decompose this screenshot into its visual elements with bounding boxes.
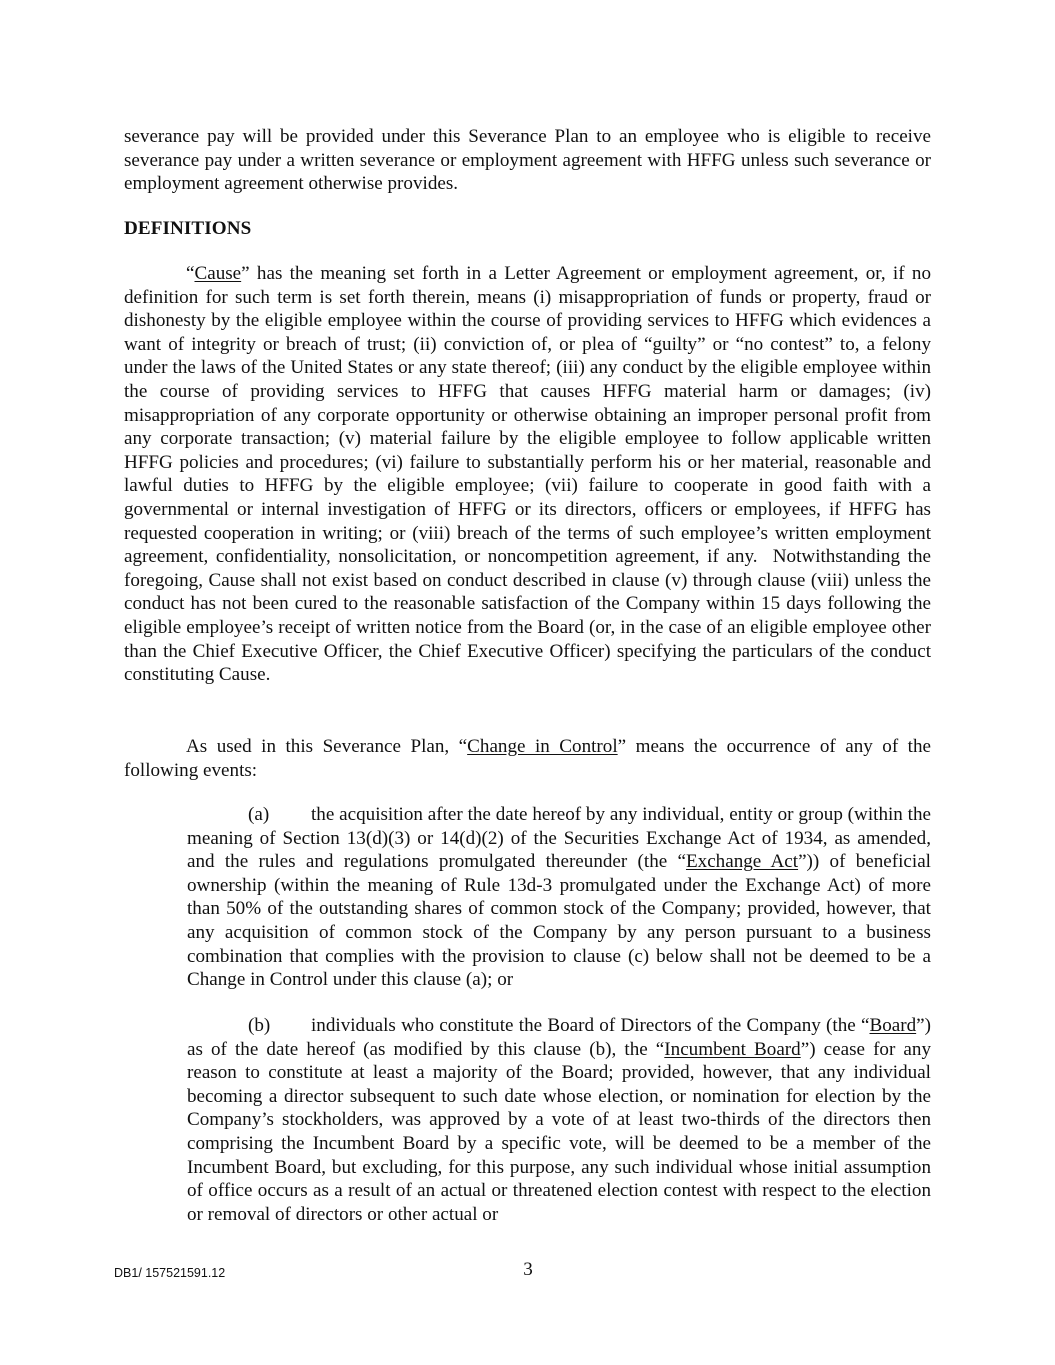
clause-a-text-part1: the acquisition after the date hereof by any individual, entity or group (within the meaning of Section 13(d)(3) or 14(d)(2) of the Securities Exchange Act of 1934, as amended, and the rules and regulations promulgated thereunder (the “ — [187, 804, 931, 873]
clause-b-label: (b) — [248, 1015, 271, 1036]
cause-open-quote: “ — [186, 263, 195, 284]
intro-paragraph: severance pay will be provided under this Severance Plan to an employee who is eligible to receive severance pay under a written severance or employment agreement with HFFG unless such severance or employment agreement otherwise provides. — [124, 126, 931, 195]
document-id: DB1/ 157521591.12 — [114, 1266, 226, 1280]
clause-a-paragraph — [187, 803, 931, 992]
clause-a-text-part2: ”)) of beneficial ownership (within the meaning of Rule 13d-3 promulgated under the Exchange Act) of more than 50% of the outstanding shares of common stock of the Company; provided, however, that any acquisition of common stock of the Company by any person pursuant to a business combination that complies with the provision to clause (c) below shall not be deemed to be a Change in Control under this clause (a); or — [187, 851, 931, 991]
change-in-control-term: Change in Control — [467, 736, 618, 757]
incumbent-board-term: Incumbent Board — [664, 1038, 801, 1060]
clause-b-text-part1: individuals who constitute the Board of Directors of the Company (the “ — [311, 1015, 870, 1036]
cause-definition-paragraph — [124, 262, 931, 687]
definitions-heading: DEFINITIONS — [124, 218, 252, 239]
board-term: Board — [869, 1015, 917, 1036]
clause-b-paragraph — [187, 1014, 931, 1226]
exchange-act-term: Exchange Act — [685, 851, 799, 873]
clause-b-text-part3: ”) cease for any reason to constitute at least a majority of the Board; provided, however, that any individual becoming a director subsequent to such date whose election, or nomination for election by the Company’s stockholders, was approved by a vote of at least two-thirds of the directors then comprising the Incumbent Board by a specific vote, will be deemed to be a member of the Incumbent Board, but excluding, for this purpose, any such individual whose initial assumption of office occurs as a result of an actual or threatened election contest with respect to the election or removal of directors or other actual or — [187, 1038, 932, 1225]
change-in-control-paragraph — [124, 735, 931, 782]
clause-a-label: (a) — [248, 804, 270, 825]
clause-b-text-part2: ”) as of the date hereof (as modified by this clause (b), the “ — [187, 1015, 931, 1060]
cause-term: Cause — [194, 263, 242, 284]
page-number: 3 — [523, 1259, 533, 1280]
change-in-control-text: ” means the occurrence of any of the following events: — [124, 736, 931, 781]
change-in-control-intro: As used in this Severance Plan, “ — [186, 736, 468, 757]
cause-definition-text: ” has the meaning set forth in a Letter Agreement or employment agreement, or, if no definition for such term is set forth therein, means (i) misappropriation of funds or property, fraud or dishonesty by the eligible employee within the course of providing services to HFFG which evidences a want of integrity or breach of trust; (ii) conviction of, or plea of “guilty” or “no contest” to, a felony under the laws of the United States or any state thereof; (iii) any conduct by the eligible employee within the course of providing services to HFFG that causes HFFG material harm or damages; (iv) misappropriation of any corporate opportunity or otherwise obtaining an improper personal profit from any corporate transaction; (v) material failure by the eligible employee to follow applicable written HFFG policies and procedures; (vi) failure to substantially perform his or her material, reasonable and lawful duties to HFFG by the eligible employee; (vii) failure to cooperate in good faith with a governmental or internal investigation of HFFG or its directors, officers or employees, if HFFG has requested cooperation in writing; or (viii) breach of the terms of such employee’s written employment agreement, confidentiality, nonsolicitation, or noncompetition agreement, if any. Notwithstanding the foregoing, Cause shall not exist based on conduct described in clause (v) through clause (viii) unless the conduct has not been cured to the reasonable satisfaction of the Company within 15 days following the eligible employee’s receipt of written notice from the Board (or, in the case of an eligible employee other than the Chief Executive Officer, the Chief Executive Officer) specifying the particulars of the conduct constituting Cause. — [124, 263, 931, 686]
